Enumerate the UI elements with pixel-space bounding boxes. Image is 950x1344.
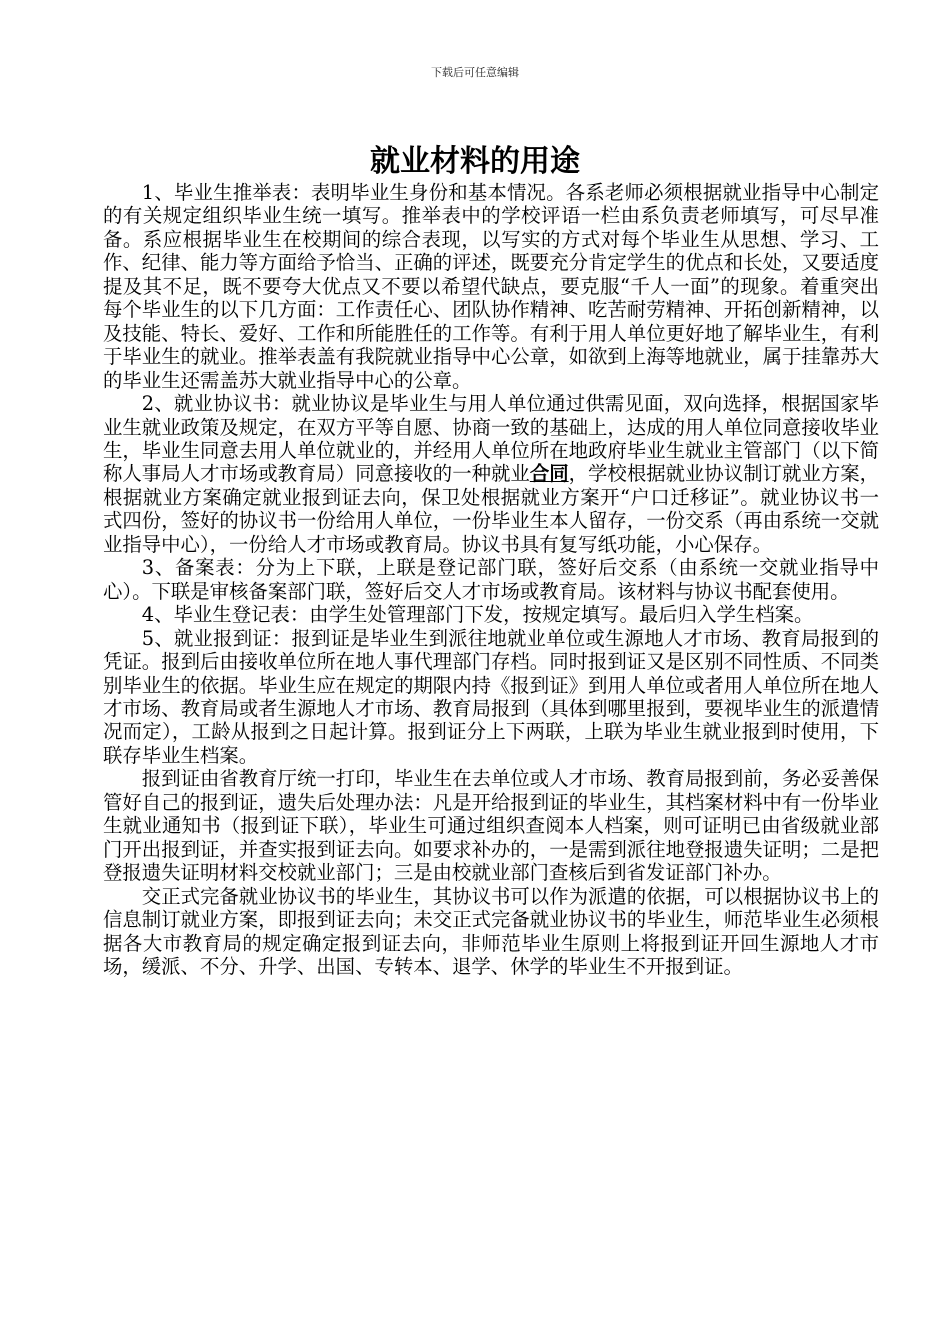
contract-link[interactable]: 合同 (529, 462, 569, 486)
document-body (103, 181, 879, 978)
paragraph-registration-form: 4、毕业生登记表：由学生处管理部门下发，按规定填写。最后归入学生档案。 (141, 603, 814, 627)
paragraph-report-certificate: 5、就业报到证：报到证是毕业生到派往地就业单位或生源地人才市场、教育局报到的凭证。报到后由接收单位所在地人事代理部门存档。同时报到证又是区别不同性质、不同类别毕业生的依据。毕业生应在规定的期限内持《报到证》到用人单位或者用人单位所在地人才市场、教育局或者生源地人才市场、教育局报到（具体到哪里报到，要视毕业生的派遣情况而定），工龄从报到之日起计算。报到证分上下两联，上联为毕业生就业报到时使用，下联存毕业生档案。 (103, 626, 879, 767)
document-title: 就业材料的用途 (370, 144, 580, 179)
paragraph-filing-form: 3、备案表：分为上下联，上联是登记部门联，签好后交系（由系统一交就业指导中心）。下联是审核备案部门联，签好后交人才市场或教育局。该材料与协议书配套使用。 (103, 556, 879, 603)
paragraph-text: ，学校根据就业协议制订就业方案，根据就业方案确定就业报到证去向，保卫处根据就业方案开“户口迁移证”。就业协议书一式四份，签好的协议书一份给用人单位，一份毕业生本人留存，一份交系（再由系统一交就业指导中心），一份给人才市场或教育局。协议书具有复写纸功能，小心保存。 (103, 462, 880, 556)
paragraph-text: 2、就业协议书：就业协议是毕业生与用人单位通过供需见面，双向选择，根据国家毕业生就业政策及规定，在双方平等自愿、协商一致的基础上，达成的用人单位同意接收毕业生，毕业生同意去用人单位就业的，并经用人单位所在地政府毕业生就业主管部门（以下简称人事局人才市场或教育局）同意接收的一种就业 (103, 392, 879, 486)
header-note: 下载后可任意编辑 (431, 66, 519, 79)
paragraph-employment-agreement (103, 392, 879, 556)
paragraph-recommendation-form: 1、毕业生推举表：表明毕业生身份和基本情况。各系老师必须根据就业指导中心制定的有关规定组织毕业生统一填写。推举表中的学校评语一栏由系负责老师填写，可尽早准备。系应根据毕业生在校期间的综合表现，以写实的方式对每个毕业生从思想、学习、工作、纪律、能力等方面给予恰当、正确的评述，既要充分肯定学生的优点和长处，又要适度提及其不足，既不要夸大优点又不要以希望代缺点，要克服“千人一面”的现象。着重突出每个毕业生的以下几方面：工作责任心、团队协作精神、吃苦耐劳精神、开拓创新精神，以及技能、特长、爱好、工作和所能胜任的工作等。有利于用人单位更好地了解毕业生，有利于毕业生的就业。推举表盖有我院就业指导中心公章，如欲到上海等地就业，属于挂靠苏大的毕业生还需盖苏大就业指导中心的公章。 (103, 181, 879, 392)
paragraph-lost-certificate: 报到证由省教育厅统一打印，毕业生在去单位或人才市场、教育局报到前，务必妥善保管好自己的报到证，遗失后处理办法：凡是开给报到证的毕业生，其档案材料中有一份毕业生就业通知书（报到证下联），毕业生可通过组织查阅本人档案，则可证明已由省级就业部门开出报到证，并查实报到证去向。如要求补办的，一是需到派往地登报遗失证明；二是把登报遗失证明材料交校就业部门；三是由校就业部门查核后到省发证部门补办。 (103, 767, 879, 885)
paragraph-dispatch-basis: 交正式完备就业协议书的毕业生，其协议书可以作为派遣的依据，可以根据协议书上的信息制订就业方案，即报到证去向；未交正式完备就业协议书的毕业生，师范毕业生必须根据各大市教育局的规定确定报到证去向，非师范毕业生原则上将报到证开回生源地人才市场，缓派、不分、升学、出国、专转本、退学、休学的毕业生不开报到证。 (103, 884, 879, 978)
